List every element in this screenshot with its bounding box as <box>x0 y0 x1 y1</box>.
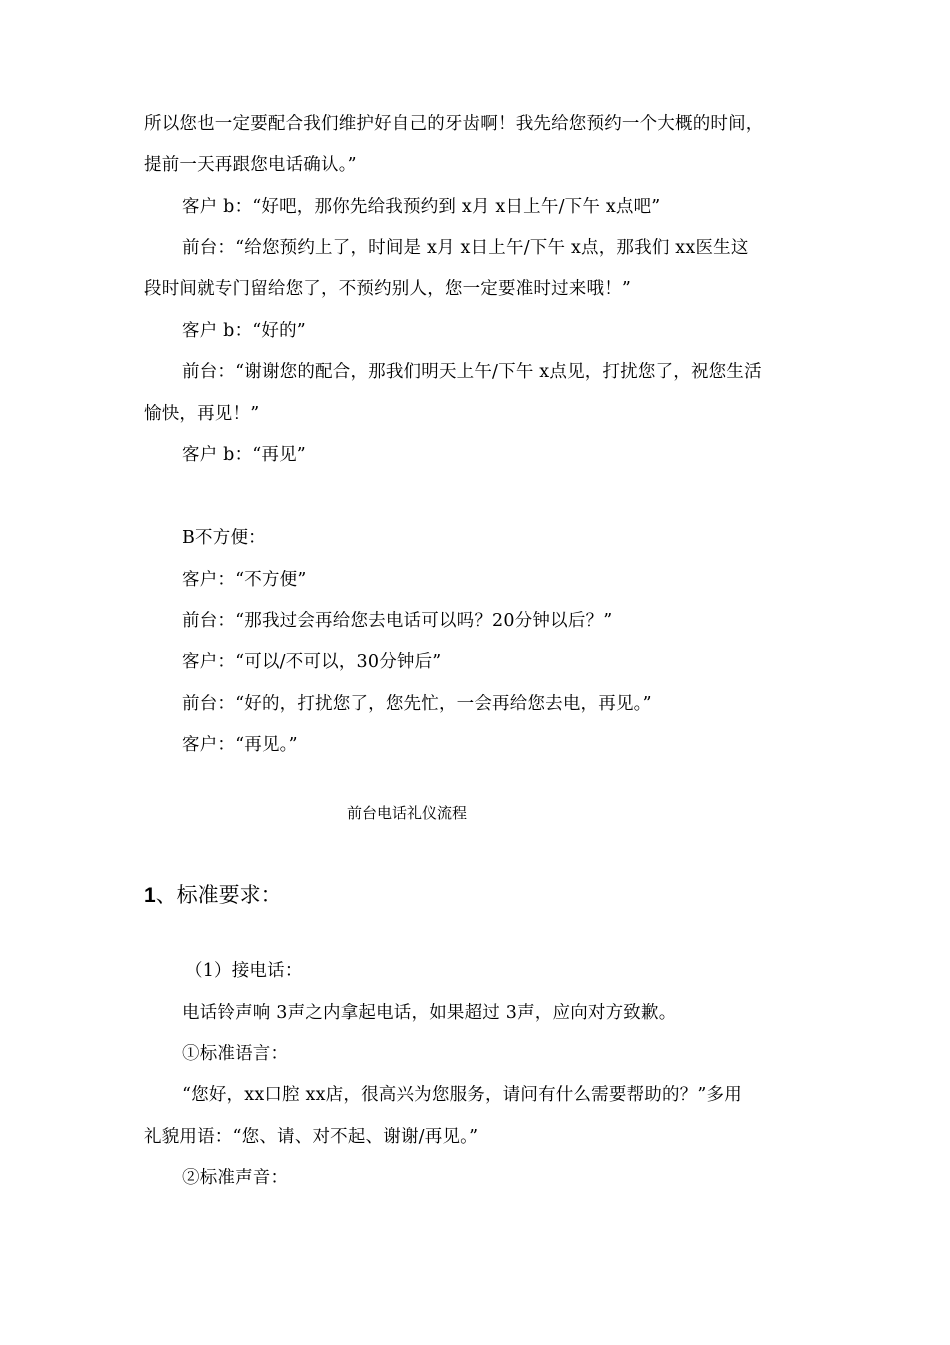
heading-number: 1 <box>144 884 156 907</box>
dialogue-line: 客户 b：“好吧，那你先给我预约到 x月 x日上午/下午 x点吧” <box>182 197 661 217</box>
paragraph-line: 提前一天再跟您电话确认。” <box>144 155 357 175</box>
dialogue-line: 前台：“给您预约上了，时间是 x月 x日上午/下午 x点，那我们 xx医生这 <box>182 238 749 258</box>
subsection-title: （1）接电话： <box>185 961 303 981</box>
paragraph-line: “您好，xx口腔 xx店，很高兴为您服务，请问有什么需要帮助的？”多用 <box>182 1085 742 1105</box>
dialogue-line: 客户 b：“再见” <box>182 445 306 465</box>
dialogue-line-continued: 段时间就专门留给您了，不预约别人，您一定要准时过来哦！” <box>144 279 632 299</box>
dialogue-line: 客户：“再见。” <box>182 735 298 755</box>
section-heading <box>144 881 282 910</box>
dialogue-line-continued: 愉快，再见！” <box>144 404 260 424</box>
case-label: B不方便： <box>182 528 266 548</box>
dialogue-line: 前台：“那我过会再给您去电话可以吗？20分钟以后？” <box>182 611 613 631</box>
list-item-label: ②标准声音： <box>182 1168 289 1188</box>
dialogue-line: 客户：“不方便” <box>182 570 307 590</box>
paragraph-line: 电话铃声响 3声之内拿起电话，如果超过 3声，应向对方致歉。 <box>182 1003 677 1023</box>
dialogue-line: 客户：“可以/不可以，30分钟后” <box>182 652 442 672</box>
list-item-label: ①标准语言： <box>182 1044 289 1064</box>
paragraph-line: 所以您也一定要配合我们维护好自己的牙齿啊！我先给您预约一个大概的时间， <box>144 114 764 134</box>
dialogue-line: 前台：“谢谢您的配合，那我们明天上午/下午 x点见，打扰您了，祝您生活 <box>182 362 762 382</box>
dialogue-line: 前台：“好的，打扰您了，您先忙，一会再给您去电，再见。” <box>182 694 652 714</box>
paragraph-line-continued: 礼貌用语：“您、请、对不起、谢谢/再见。” <box>144 1127 479 1147</box>
heading-text: 、标准要求： <box>155 883 282 907</box>
section-title: 前台电话礼仪流程 <box>347 804 468 822</box>
dialogue-line: 客户 b：“好的” <box>182 321 306 341</box>
